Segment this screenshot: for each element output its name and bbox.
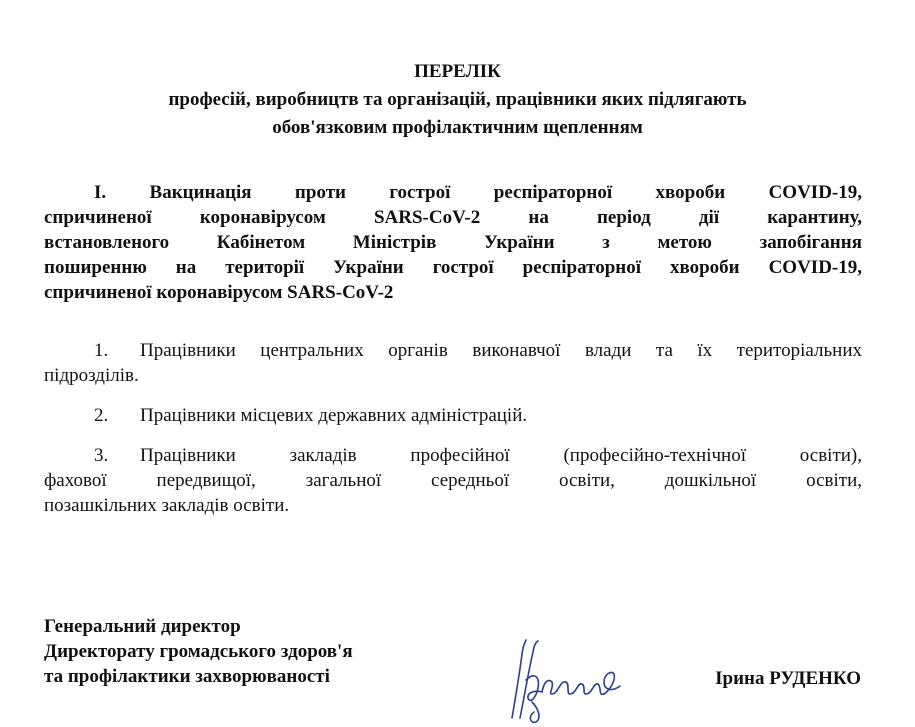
- list-item-number: 3.: [94, 445, 109, 466]
- list-item: [44, 443, 862, 518]
- signatory-position-line: Генеральний директор: [44, 616, 241, 637]
- section-heading: [44, 180, 862, 305]
- list-item-first-line: [44, 338, 862, 363]
- items-list: [44, 338, 862, 533]
- section-heading-line: поширенню на території України гострої респіраторної хвороби COVID-19,: [44, 257, 862, 278]
- handwritten-signature: [482, 632, 632, 724]
- title-subtitle-line-1: професій, виробництв та організацій, працівники яких підлягають: [168, 89, 747, 110]
- title-subtitle-line-2: обов'язковим профілактичним щепленням: [272, 117, 643, 138]
- title-heading: ПЕРЕЛІК: [414, 61, 501, 82]
- list-item: [44, 338, 862, 388]
- signatory-position-line: Директорату громадського здоров'я: [44, 641, 353, 662]
- list-item-first-line: [44, 403, 862, 428]
- list-item-number: 2.: [94, 405, 109, 426]
- list-item: [44, 403, 862, 428]
- document-title: [0, 58, 915, 142]
- list-item-text: Працівники місцевих державних адміністрацій.: [140, 405, 528, 426]
- signatory-position: [44, 614, 353, 689]
- section-heading-line: встановленого Кабінетом Міністрів України з метою запобігання: [44, 232, 862, 253]
- section-heading-line: спричиненої коронавірусом SARS-CoV-2 на період дії карантину,: [44, 207, 862, 228]
- list-item-continuation: фахової передвищої, загальної середньої освіти, дошкільної освіти,: [44, 470, 862, 491]
- list-item-number: 1.: [94, 340, 109, 361]
- section-heading-line: I. Вакцинація проти гострої респіраторної хвороби COVID-19,: [94, 182, 862, 203]
- signatory-position-line: та профілактики захворюваності: [44, 666, 330, 687]
- signatory-name: Ірина РУДЕНКО: [715, 668, 861, 689]
- list-item-text: Працівники закладів професійної (професійно-технічної освіти),: [140, 445, 862, 466]
- list-item-continuation: позашкільних закладів освіти.: [44, 495, 290, 516]
- list-item-first-line: [44, 443, 862, 468]
- section-heading-line: спричиненої коронавірусом SARS-CoV-2: [44, 282, 394, 303]
- list-item-continuation: підрозділів.: [44, 365, 139, 386]
- list-item-text: Працівники центральних органів виконавчої влади та їх територіальних: [140, 340, 862, 361]
